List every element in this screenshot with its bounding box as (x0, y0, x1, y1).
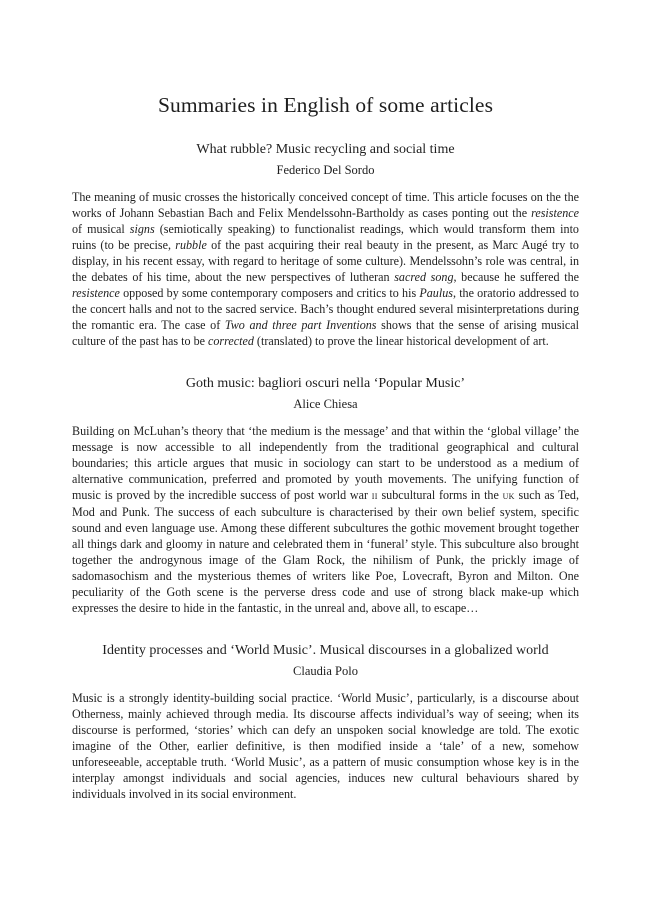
emphasis-text: resistence (72, 286, 120, 300)
emphasis-text: Paulus (419, 286, 453, 300)
body-text: shows that the sense of arising musical culture of the past has to be (72, 318, 579, 348)
page (72, 92, 579, 802)
body-text: (translated) to prove the linear historical development of art. (253, 334, 549, 348)
article-title: Goth music: bagliori oscuri nella ‘Popular Music’ (185, 376, 466, 391)
article-body (72, 423, 579, 616)
body-text: , because he suffered the (453, 270, 579, 284)
article-summary (72, 375, 579, 616)
article-title: Identity processes and ‘World Music’. Musical discourses in a globalized world (102, 643, 549, 658)
body-text: Music is a strongly identity-building social practice. ‘World Music’, particularly, is a discourse about Otherness, mainly achieved through media. Its discourse affects individual’s way of seeing; when its discourse is performed, ‘stories’ which can defy an unspoken social knowledge are told. The exotic imagine of the Other, earlier definitive, is then modified inside a ‘tale’ of a new, somehow unforeseeable, acceptable truth. ‘World Music’, as a pattern of music consumption whose key is in the interplay amongst individuals and social agencies, induces new cultural behaviours shared by individuals involved in its social environment. (72, 691, 579, 801)
body-text: , the oratorio addressed to the concert halls and not to the sacred service. Bach’s thought endured several misinterpretations during the romantic era. The case of (72, 286, 579, 332)
small-caps-text: uk (502, 490, 515, 502)
emphasis-text: signs (129, 222, 155, 236)
emphasis-text: corrected (208, 334, 254, 348)
article-body (72, 690, 579, 802)
emphasis-text: rubble (175, 238, 207, 252)
body-text: (semiotically speaking) to functionalist readings, which would transform them into ruins (to be precise, (72, 222, 579, 252)
article-summary (72, 141, 579, 349)
emphasis-text: Two and three part Inventions (224, 318, 377, 332)
body-text: such as Ted, Mod and Punk. The success of each subculture is characterised by their own belief system, specific sound and even language use. Among these different subcultures the gothic movement brought together all things dark and gloomy in nature and celebrated them in ‘funeral’ style. This subculture also brought together the androgynous image of the Glam Rock, the nihilism of Punk, the prickly image of sadomasochism and the mysterious themes of writers like Poe, Lovecraft, Byron and Milton. One peculiarity of the Goth scene is the perverse dress code and use of strong black make-up which expresses the desire to hide in the fantastic, in the unreal and, above all, to escape… (72, 488, 579, 615)
body-text: of the past acquiring their real beauty in the present, as Marc Augé try to display, in his recent essay, with regard to heritage of some culture). Mendelssohn’s role was central, in the debates of his time, about the new perspectives of lutheran (72, 238, 579, 284)
body-text: Building on McLuhan’s theory that ‘the medium is the message’ and that within the ‘global village’ the message is now accessible to all independently from the traditional geographical and cultural boundaries; this article argues that music in sociology can start to be understood as a medium of alternative communication, preferred and promoted by youth movements. The unifying function of music is proved by the incredible success of post world war (72, 424, 579, 502)
body-text: subcultural forms in the (377, 488, 503, 502)
article-title: What rubble? Music recycling and social time (196, 142, 455, 157)
page-title: Summaries in English of some articles (157, 93, 494, 117)
article-author: Claudia Polo (293, 664, 358, 678)
article-summary (72, 642, 579, 802)
body-text: opposed by some contemporary composers and critics to his (119, 286, 420, 300)
emphasis-text: sacred song (394, 270, 454, 284)
body-text: of musical (72, 222, 130, 236)
article-body (72, 189, 579, 349)
body-text: The meaning of music crosses the historically conceived concept of time. This article focuses on the the works of Johann Sebastian Bach and Felix Mendelssohn-Bartholdy as cases ponting out the (72, 190, 579, 220)
article-author: Alice Chiesa (293, 397, 358, 411)
article-author: Federico Del Sordo (276, 163, 375, 177)
small-caps-text: ii (371, 490, 378, 502)
emphasis-text: resistence (531, 206, 579, 220)
